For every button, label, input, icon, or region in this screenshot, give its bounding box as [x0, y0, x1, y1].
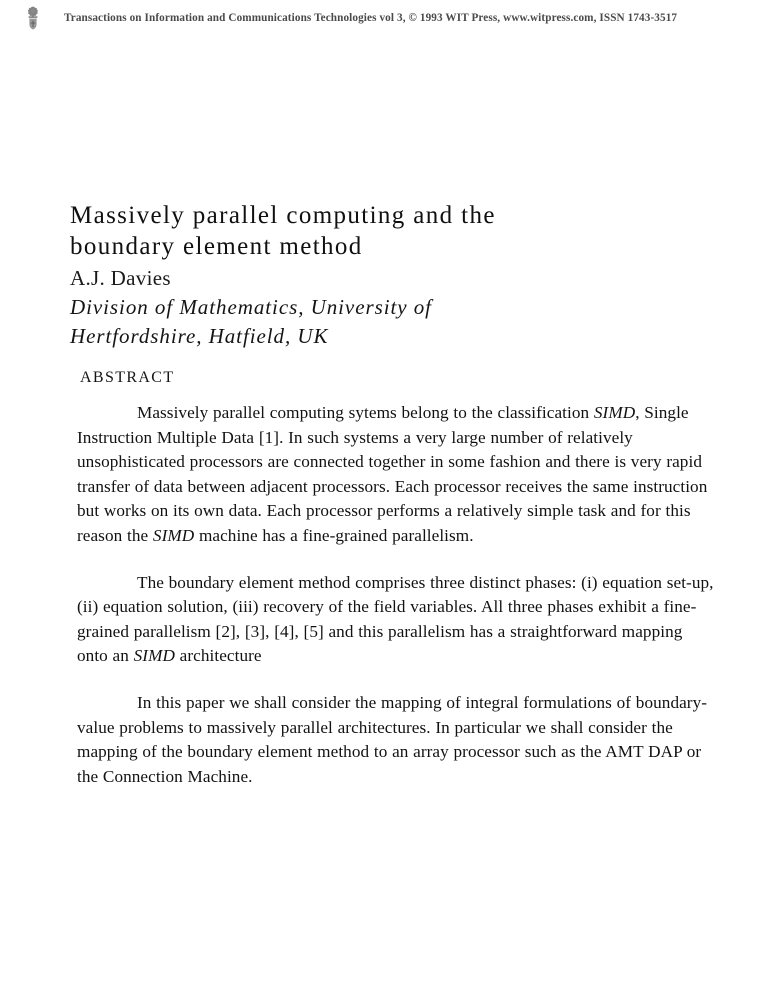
page-title	[70, 200, 718, 262]
abstract-body	[77, 401, 717, 789]
author-affiliation	[70, 293, 718, 351]
abstract-paragraph: In this paper we shall consider the mapping of integral formulations of boundary-value problems to massively parallel architectures. In particular we shall consider the mapping of the boundary element method to an array processor such as the AMT DAP or the Connection Machine.	[77, 692, 708, 786]
running-header	[0, 0, 768, 36]
title-line-2: boundary element method	[70, 233, 363, 260]
title-line-1: Massively parallel computing and the	[70, 202, 496, 229]
affiliation-line-2: Hertfordshire, Hatfield, UK	[70, 324, 329, 348]
affiliation-line-1: Division of Mathematics, University of	[70, 295, 432, 319]
abstract-paragraph: Massively parallel computing sytems belong to the classification SIMD, Single Instruction Multiple Data [1]. In such systems a very large number of relatively unsophisticated processors are connected together in some fashion and there is very rapid transfer of data between adjacent processors. Each processor receives the same instruction but works on its own data. Each processor performs a relatively simple task and for this reason the SIMD machine has a fine-grained parallelism.	[77, 403, 708, 545]
author-name: A.J. Davies	[70, 266, 171, 290]
abstract-paragraph: The boundary element method comprises three distinct phases: (i) equation set-up, (ii) equation solution, (iii) recovery of the field variables. All three phases exhibit a fine-grained parallelism [2], [3], [4], [5] and this parallelism has a straightforward mapping onto an SIMD architecture	[77, 572, 714, 666]
header-citation-text: Transactions on Information and Communications Technologies vol 3, © 1993 WIT Press, www.witpress.com, ISSN 1743-3517	[64, 12, 678, 24]
wit-press-crest-logo-icon	[20, 5, 46, 31]
abstract-heading: ABSTRACT	[80, 369, 175, 386]
article-front-matter	[70, 200, 718, 789]
